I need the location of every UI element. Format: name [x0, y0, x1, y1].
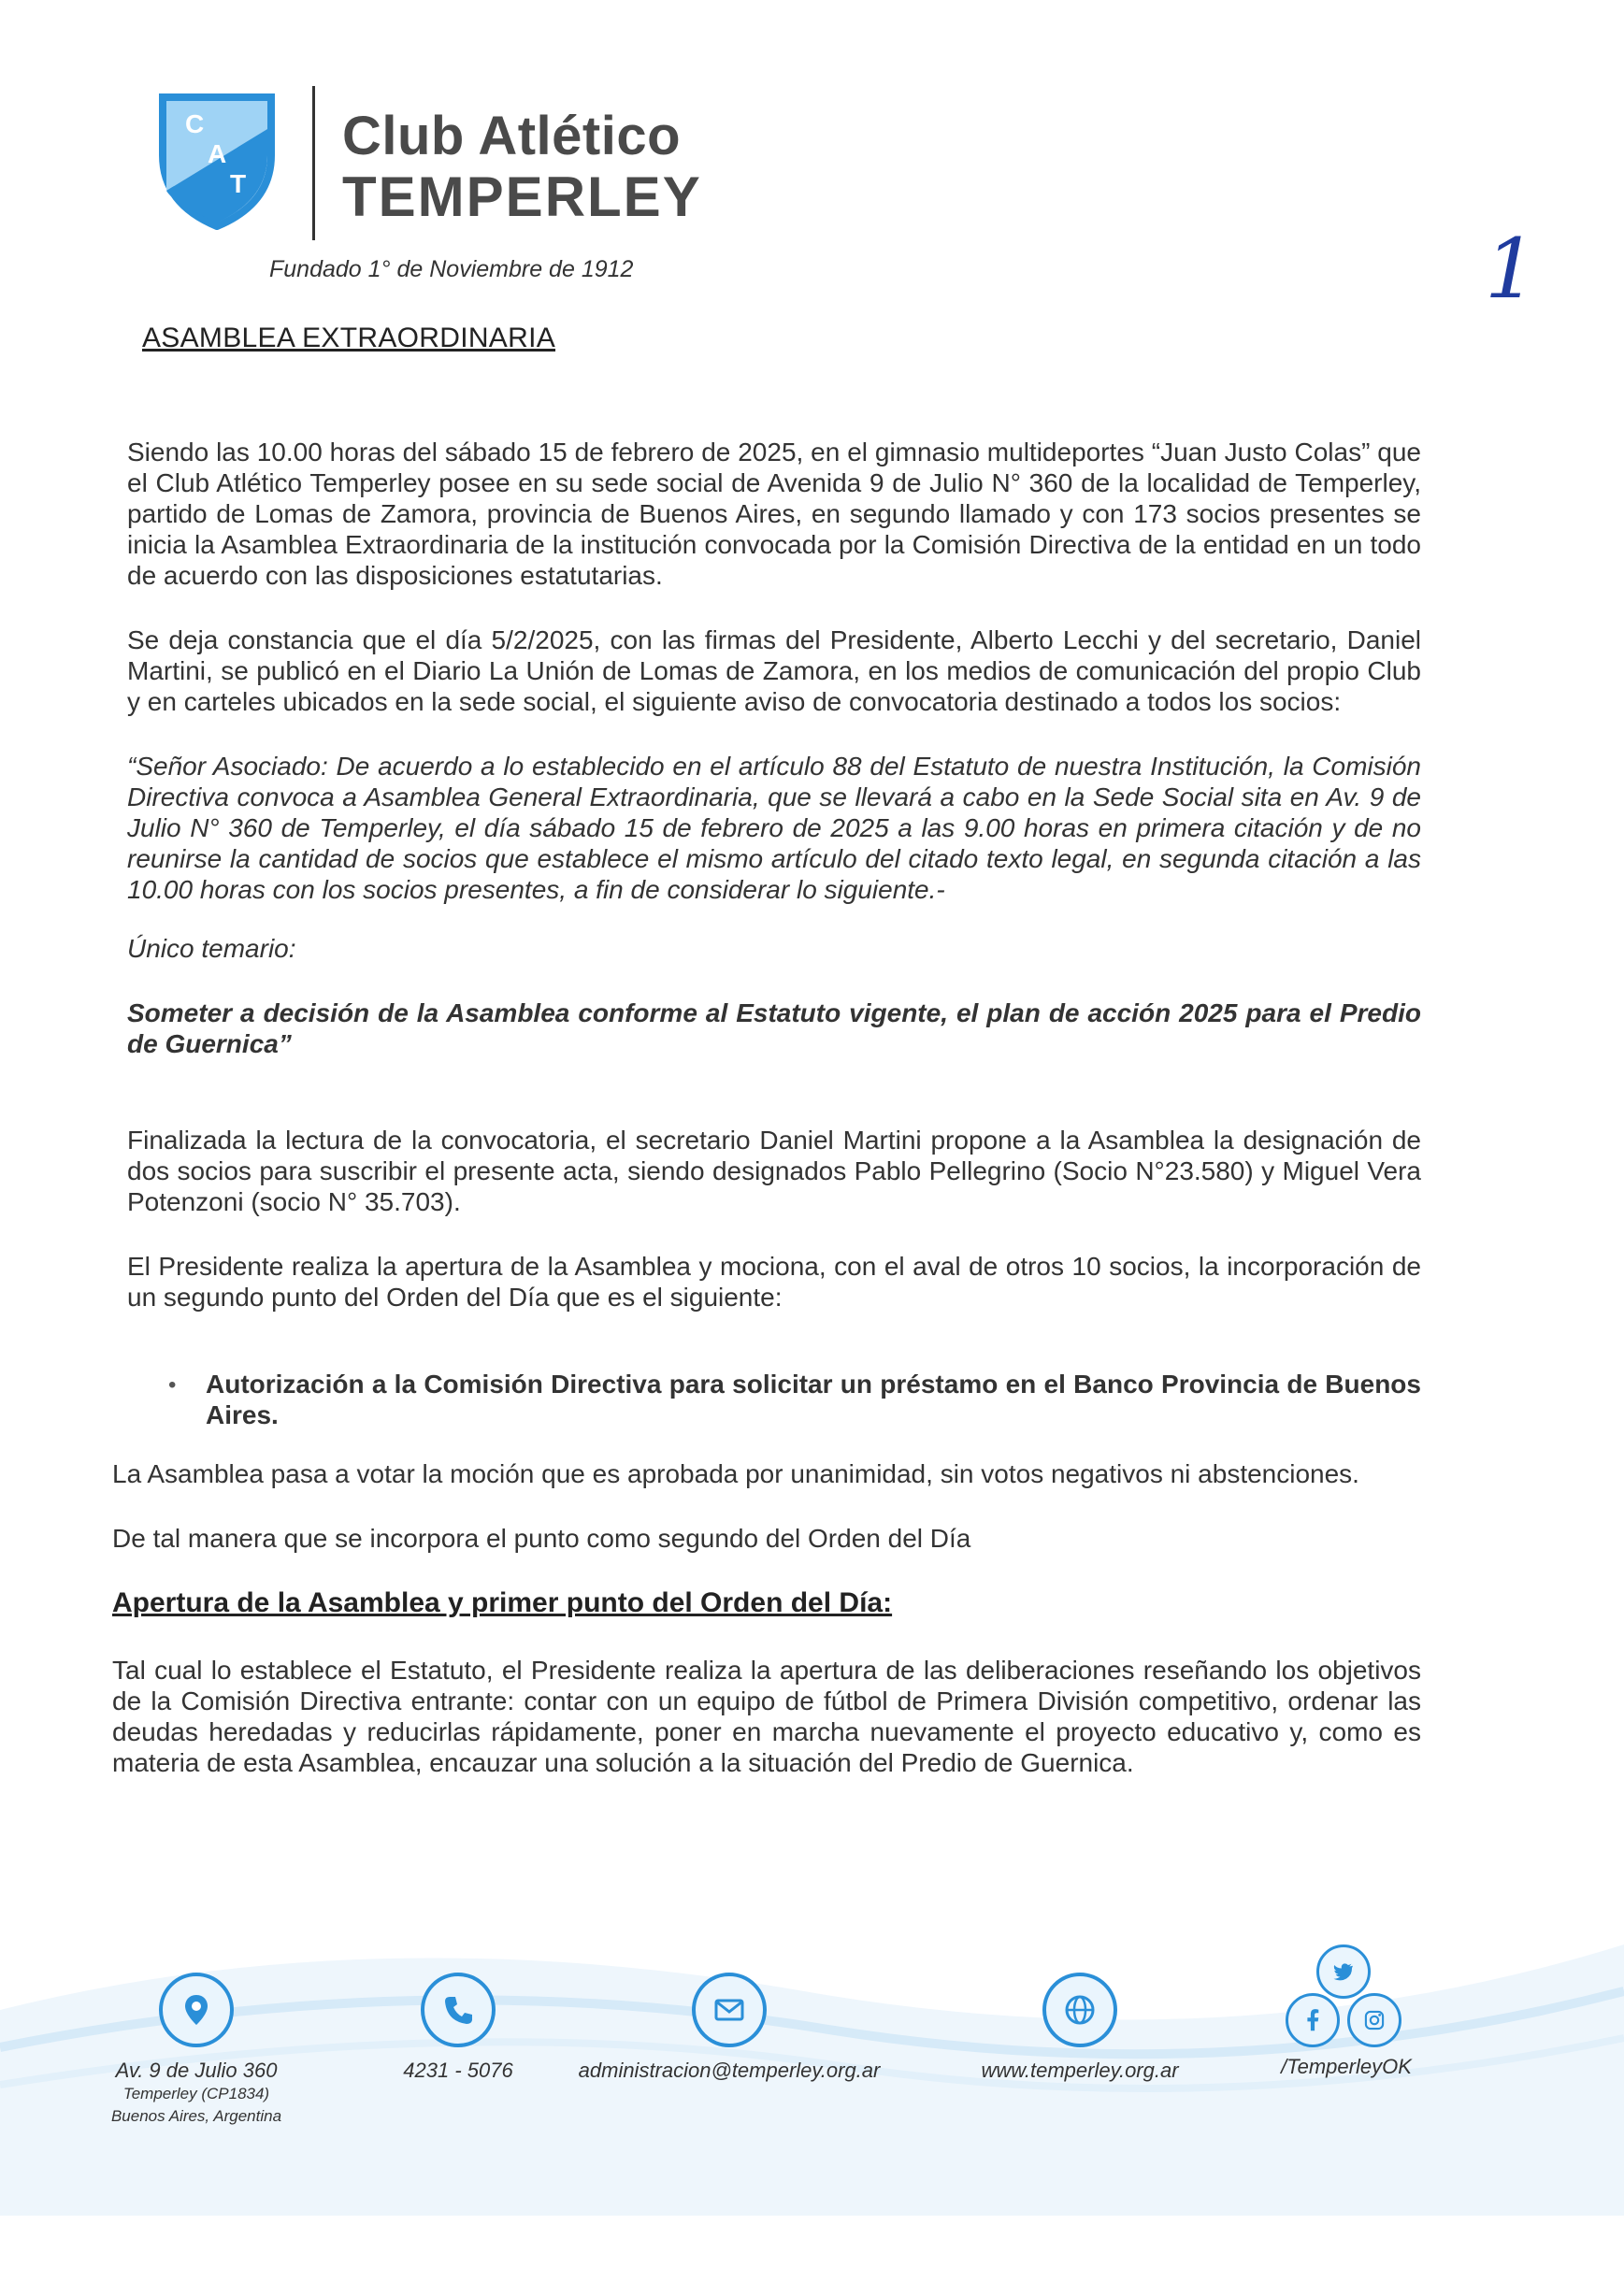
paragraph-motion: El Presidente realiza la apertura de la Asamblea y mociona, con el aval de otros 10 socios, la incorporación de un segundo punto del Orden del Día que es el siguiente:	[127, 1252, 1421, 1312]
phone-number[interactable]: 4231 - 5076	[403, 2059, 513, 2082]
phone-icon	[421, 1973, 496, 2047]
social-icons-cluster	[1286, 1944, 1407, 2047]
paragraph-vote: La Asamblea pasa a votar la moción que es aprobada por unanimidad, sin votos negativos ni abstenciones.	[112, 1459, 1359, 1488]
envelope-icon	[692, 1973, 767, 2047]
paragraph-deliberations: Tal cual lo establece el Estatuto, el Presidente realiza la apertura de las deliberaciones reseñando los objetivos de la Comisión Directiva entrante: contar con un equipo de fútbol de Primera División competitivo, ordenar las deudas heredadas y reducirlas rápidamente, poner en marcha nuevamente el proyecto educativo y, como es materia de esta Asamblea, encauzar una solución a la situación del Predio de Guernica.	[112, 1656, 1421, 1777]
bullet-dot-icon: •	[168, 1372, 177, 1398]
website-url[interactable]: www.temperley.org.ar	[981, 2059, 1179, 2082]
paragraph-agenda-label: Único temario:	[127, 934, 296, 963]
paragraph-notice: Se deja constancia que el día 5/2/2025, con las firmas del Presidente, Alberto Lecchi y del secretario, Daniel Martini, se publicó en el Diario La Unión de Lomas de Zamora, en los medios de comunicación del propio Club y en carteles ubicados en la sede social, el siguiente aviso de convocatoria destinado a todos los socios:	[127, 625, 1421, 716]
section-heading: Apertura de la Asamblea y primer punto del Orden del Día:	[112, 1587, 893, 1618]
paragraph-convocation: “Señor Asociado: De acuerdo a lo establecido en el artículo 88 del Estatuto de nuestra Institución, la Comisión Directiva convoca a Asamblea General Extraordinaria, que se llevará a cabo en la Sede Social sita en Av. 9 de Julio N° 360 de Temperley, el día sábado 15 de febrero de 2025 a las 9.00 horas en primera citación y de no reunirse la cantidad de socios que establece el mismo artículo del citado texto legal, en segunda citación a las 10.00 horas con los socios presentes, a fin de considerar lo siguiente.-	[127, 752, 1421, 904]
address-line2: Temperley (CP1834)	[122, 2085, 270, 2102]
email-address[interactable]: administracion@temperley.org.ar	[578, 2059, 881, 2082]
footer-social	[1243, 1944, 1449, 2079]
address-line1: Av. 9 de Julio 360	[115, 2059, 278, 2082]
club-crest-logo	[157, 90, 277, 230]
footer-phone	[374, 1973, 542, 2083]
social-handle[interactable]: /TemperleyOK	[1281, 2055, 1412, 2078]
crest-letter-a: A	[208, 139, 227, 168]
crest-letter-t: T	[230, 169, 247, 198]
agenda-bullet	[168, 1369, 1421, 1430]
location-pin-icon	[159, 1973, 234, 2047]
club-name-line2: TEMPERLEY	[342, 165, 702, 228]
paragraph-incorporation: De tal manera que se incorpora el punto como segundo del Orden del Día	[112, 1524, 971, 1553]
document-title: ASAMBLEA EXTRAORDINARIA	[142, 323, 556, 353]
paragraph-signatories: Finalizada la lectura de la convocatoria, el secretario Daniel Martini propone a la Asamblea la designación de dos socios para suscribir el presente acta, siendo designados Pablo Pellegrino (Socio N°23.580) y Miguel Vera Potenzoni (socio N° 35.703).	[127, 1126, 1421, 1216]
bullet-text: Autorización a la Comisión Directiva para solicitar un préstamo en el Banco Provincia de Buenos Aires.	[206, 1370, 1421, 1429]
address-line3: Buenos Aires, Argentina	[110, 2107, 282, 2125]
footer-website	[944, 1973, 1215, 2083]
header-divider	[312, 86, 315, 240]
document-body	[112, 323, 1421, 1812]
crest-letter-c: C	[185, 109, 205, 138]
handwritten-page-number: 1	[1485, 221, 1537, 317]
footer-address	[89, 1973, 304, 2128]
club-name-line1: Club Atlético	[342, 106, 682, 166]
globe-icon	[1042, 1973, 1117, 2047]
twitter-icon[interactable]	[1316, 1944, 1371, 1999]
paragraph-agenda-item: Someter a decisión de la Asamblea conforme al Estatuto vigente, el plan de acción 2025 para el Predio de Guernica”	[127, 998, 1421, 1058]
founded-date: Fundado 1° de Noviembre de 1912	[269, 256, 634, 282]
paragraph-opening: Siendo las 10.00 horas del sábado 15 de febrero de 2025, en el gimnasio multideportes “Juan Justo Colas” que el Club Atlético Temperley posee en su sede social de Avenida 9 de Julio N° 360 de la localidad de Temperley, partido de Lomas de Zamora, provincia de Buenos Aires, en segundo llamado y con 173 socios presentes se inicia la Asamblea Extraordinaria de la institución convocada por la Comisión Directiva de la entidad en un todo de acuerdo con las disposiciones estatutarias.	[127, 438, 1421, 590]
footer-email	[561, 1973, 898, 2083]
facebook-icon[interactable]	[1286, 1993, 1340, 2047]
instagram-icon[interactable]	[1347, 1993, 1401, 2047]
